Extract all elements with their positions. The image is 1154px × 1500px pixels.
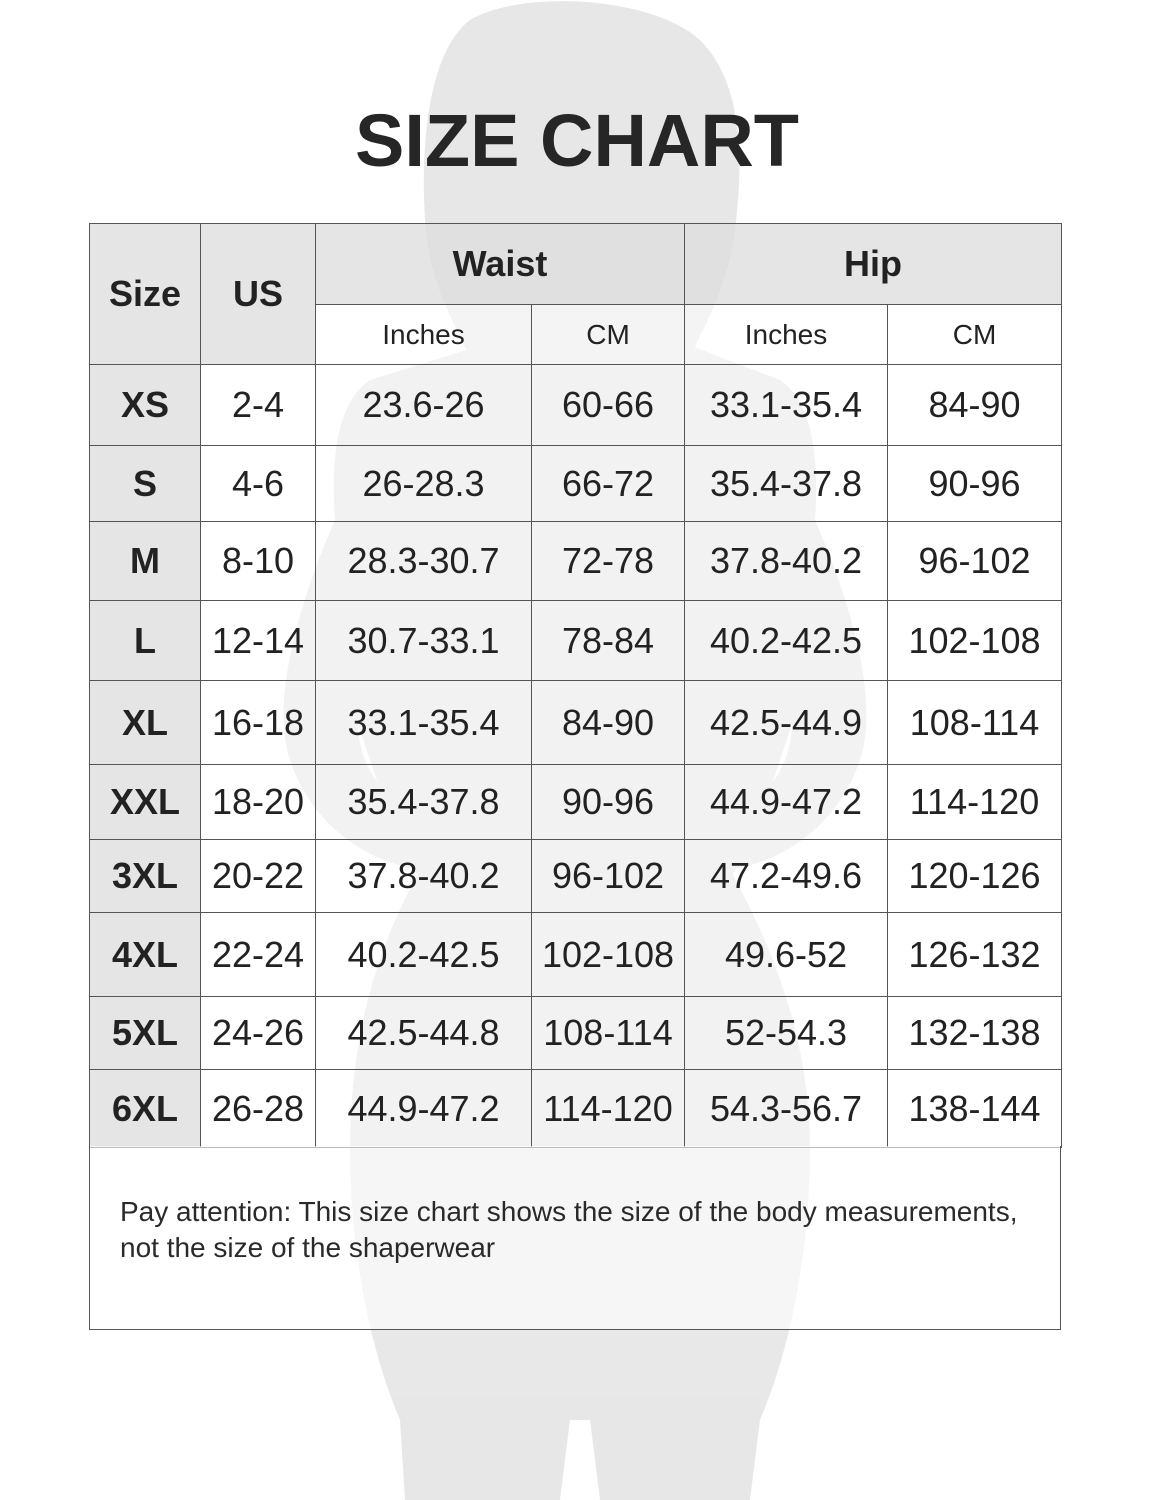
waist-cm-cell: 114-120 bbox=[532, 1070, 685, 1148]
hip-cm-cell: 102-108 bbox=[888, 601, 1062, 681]
hip-inches-cell: 47.2-49.6 bbox=[685, 840, 888, 913]
header-waist-inches: Inches bbox=[316, 305, 532, 365]
size-cell: XL bbox=[90, 681, 201, 765]
size-cell: 4XL bbox=[90, 913, 201, 997]
waist-inches-cell: 33.1-35.4 bbox=[316, 681, 532, 765]
hip-cm-cell: 108-114 bbox=[888, 681, 1062, 765]
attention-note: Pay attention: This size chart shows the size of the body measurements, not the size of the shaperwear bbox=[120, 1196, 1018, 1263]
waist-inches-cell: 30.7-33.1 bbox=[316, 601, 532, 681]
waist-cm-cell: 96-102 bbox=[532, 840, 685, 913]
size-cell: 3XL bbox=[90, 840, 201, 913]
waist-cm-cell: 84-90 bbox=[532, 681, 685, 765]
us-cell: 20-22 bbox=[201, 840, 316, 913]
table-row bbox=[90, 522, 1062, 601]
waist-inches-cell: 28.3-30.7 bbox=[316, 522, 532, 601]
size-chart-table bbox=[89, 223, 1062, 1148]
hip-inches-cell: 35.4-37.8 bbox=[685, 446, 888, 522]
table-row bbox=[90, 446, 1062, 522]
size-cell: 5XL bbox=[90, 997, 201, 1070]
hip-inches-cell: 37.8-40.2 bbox=[685, 522, 888, 601]
us-cell: 22-24 bbox=[201, 913, 316, 997]
waist-inches-cell: 26-28.3 bbox=[316, 446, 532, 522]
us-cell: 26-28 bbox=[201, 1070, 316, 1148]
hip-inches-cell: 44.9-47.2 bbox=[685, 765, 888, 840]
hip-inches-cell: 49.6-52 bbox=[685, 913, 888, 997]
hip-inches-cell: 54.3-56.7 bbox=[685, 1070, 888, 1148]
size-cell: M bbox=[90, 522, 201, 601]
table-row bbox=[90, 365, 1062, 446]
waist-cm-cell: 60-66 bbox=[532, 365, 685, 446]
table-row bbox=[90, 913, 1062, 997]
header-hip-cm: CM bbox=[888, 305, 1062, 365]
table-row bbox=[90, 997, 1062, 1070]
hip-cm-cell: 138-144 bbox=[888, 1070, 1062, 1148]
note-box bbox=[89, 1146, 1061, 1330]
us-cell: 2-4 bbox=[201, 365, 316, 446]
hip-cm-cell: 120-126 bbox=[888, 840, 1062, 913]
hip-inches-cell: 33.1-35.4 bbox=[685, 365, 888, 446]
size-cell: XXL bbox=[90, 765, 201, 840]
size-cell: XS bbox=[90, 365, 201, 446]
waist-inches-cell: 40.2-42.5 bbox=[316, 913, 532, 997]
hip-cm-cell: 84-90 bbox=[888, 365, 1062, 446]
waist-inches-cell: 42.5-44.8 bbox=[316, 997, 532, 1070]
waist-cm-cell: 78-84 bbox=[532, 601, 685, 681]
table-row bbox=[90, 765, 1062, 840]
waist-inches-cell: 35.4-37.8 bbox=[316, 765, 532, 840]
header-size: Size bbox=[90, 224, 201, 365]
us-cell: 24-26 bbox=[201, 997, 316, 1070]
hip-cm-cell: 132-138 bbox=[888, 997, 1062, 1070]
size-cell: L bbox=[90, 601, 201, 681]
waist-cm-cell: 72-78 bbox=[532, 522, 685, 601]
page-title: SIZE CHART bbox=[355, 99, 799, 182]
waist-inches-cell: 37.8-40.2 bbox=[316, 840, 532, 913]
header-waist: Waist bbox=[316, 224, 685, 305]
hip-cm-cell: 90-96 bbox=[888, 446, 1062, 522]
size-cell: S bbox=[90, 446, 201, 522]
hip-cm-cell: 96-102 bbox=[888, 522, 1062, 601]
size-cell: 6XL bbox=[90, 1070, 201, 1148]
waist-inches-cell: 44.9-47.2 bbox=[316, 1070, 532, 1148]
us-cell: 12-14 bbox=[201, 601, 316, 681]
hip-cm-cell: 114-120 bbox=[888, 765, 1062, 840]
table-row bbox=[90, 1070, 1062, 1148]
table-row bbox=[90, 840, 1062, 913]
waist-cm-cell: 108-114 bbox=[532, 997, 685, 1070]
table-row bbox=[90, 681, 1062, 765]
us-cell: 8-10 bbox=[201, 522, 316, 601]
waist-inches-cell: 23.6-26 bbox=[316, 365, 532, 446]
hip-inches-cell: 52-54.3 bbox=[685, 997, 888, 1070]
waist-cm-cell: 66-72 bbox=[532, 446, 685, 522]
table-row bbox=[90, 601, 1062, 681]
size-rows bbox=[90, 365, 1062, 1148]
header-us: US bbox=[201, 224, 316, 365]
us-cell: 18-20 bbox=[201, 765, 316, 840]
us-cell: 16-18 bbox=[201, 681, 316, 765]
header-hip-inches: Inches bbox=[685, 305, 888, 365]
header-waist-cm: CM bbox=[532, 305, 685, 365]
waist-cm-cell: 90-96 bbox=[532, 765, 685, 840]
waist-cm-cell: 102-108 bbox=[532, 913, 685, 997]
us-cell: 4-6 bbox=[201, 446, 316, 522]
hip-inches-cell: 42.5-44.9 bbox=[685, 681, 888, 765]
header-hip: Hip bbox=[685, 224, 1062, 305]
hip-cm-cell: 126-132 bbox=[888, 913, 1062, 997]
hip-inches-cell: 40.2-42.5 bbox=[685, 601, 888, 681]
header-row-main bbox=[90, 224, 1062, 305]
